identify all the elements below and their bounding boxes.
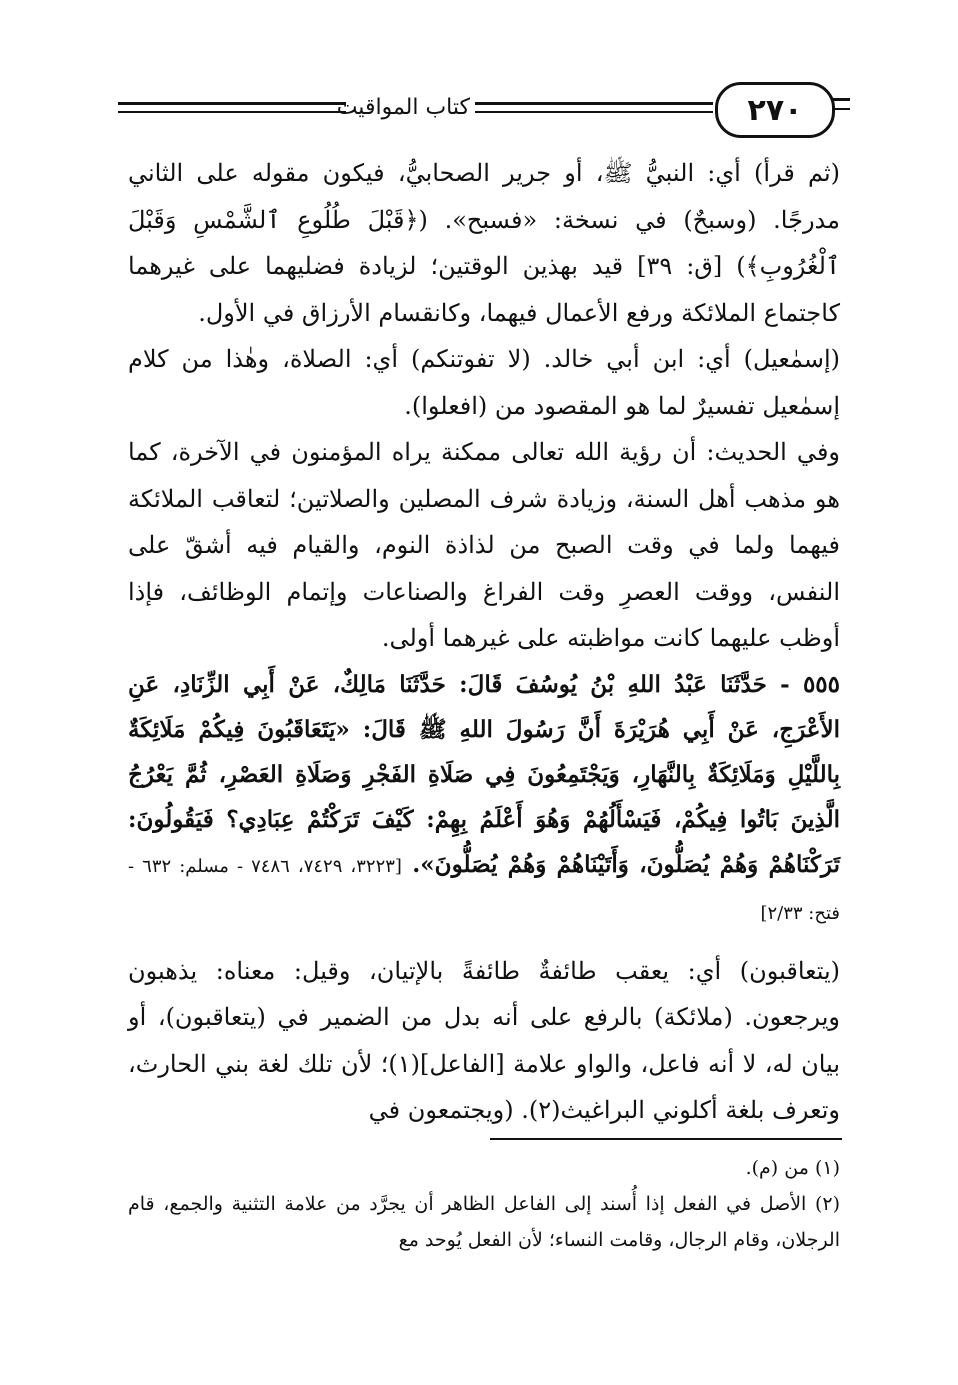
- paragraph: وفي الحديث: أن رؤية الله تعالى ممكنة يراه المؤمنون في الآخرة، كما هو مذهب أهل السنة، وزيادة شرف المصلين والصلاتين؛ لتعاقب الملائكة فيهما ولما في وقت الصبح من لذاذة النوم، والقيام فيه أشقّ على النفس، ووقت العصرِ وقت الفراغ والصناعات وإتمام الوظائف، فإذا أوظب عليهما كانت مواظبته على غيرهما أولى.: [128, 438, 841, 652]
- header-rule-middle-2: [475, 111, 713, 113]
- hadith-block: [128, 662, 840, 936]
- commentary-paragraph: (يتعاقبون) أي: يعقب طائفةٌ طائفةً بالإتيان، وقيل: معناه: يذهبون ويرجعون. (ملائكة) بالرفع على أنه بدل من الضمير في (يتعاقبون)، أو بيان له، لا أنه فاعل، والواو علامة [الفاعل](١)؛ لأن تلك لغة بني الحارث، وتعرف بلغة أكلوني البراغيث(٢). (ويجتمعون في: [128, 956, 840, 1124]
- hadith-text: ٥٥٥ - حَدَّثَنَا عَبْدُ اللهِ بْنُ يُوسُفَ قَالَ: حَدَّثَنَا مَالِكٌ، عَنْ أَبِي الزِّنَادِ، عَنِ الأَعْرَجِ، عَنْ أَبِي هُرَيْرَةَ أَنَّ رَسُولَ اللهِ ﷺ قَالَ: «يَتَعَاقَبُونَ فِيكُمْ مَلَائِكَةٌ بِاللَّيْلِ وَمَلَائِكَةٌ بِالنَّهَارِ، وَيَجْتَمِعُونَ فِي صَلَاةِ الفَجْرِ وَصَلَاةِ العَصْرِ، ثُمَّ يَعْرُجُ الَّذِينَ بَاتُوا فِيكُمْ، فَيَسْأَلُهُمْ وَهُوَ أَعْلَمُ بِهِمْ: كَيْفَ تَرَكْتُمْ عِبَادِي؟ فَيَقُولُونَ: تَرَكْنَاهُمْ وَهُمْ يُصَلُّونَ، وَأَتَيْنَاهُمْ وَهُمْ يُصَلُّونَ».: [128, 670, 841, 878]
- footnote: (٢) الأصل في الفعل إذا أُسند إلى الفاعل الظاهر أن يجرَّد من علامة التثنية والجمع، قام الرجلان، وقام الرجال، وقامت النساء؛ لأن الفعل يُوحد مع: [128, 1193, 840, 1251]
- page-number: ٢٧٠: [715, 82, 835, 138]
- footnote-divider: [490, 1138, 842, 1140]
- paragraph: (إسمٰعيل) أي: ابن أبي خالد. (لا تفوتنكم) أي: الصلاة، وهٰذا من كلام إسمٰعيل تفسيرٌ لما هو المقصود من (افعلوا).: [128, 345, 840, 420]
- main-text: [128, 150, 840, 1134]
- header-rule-left: [118, 102, 346, 105]
- footnote: (١) من (م).: [745, 1157, 840, 1179]
- page-header: [110, 78, 850, 144]
- paragraph: (ثم قرأ) أي: النبيُّ ﷺ، أو جرير الصحابيُّ، فيكون مقوله على الثاني مدرجًا. (وسبحٌ) في نسخة: «فسبح». (﴿قَبْلَ طُلُوعِ ٱلشَّمْسِ وَقَبْلَ ٱلْغُرُوبِ﴾) [ق: ٣٩] قيد بهذين الوقتين؛ لزيادة فضليهما على غيرهما كاجتماع الملائكة ورفع الأعمال فيهما، وكانقسام الأرزاق في الأول.: [128, 159, 841, 327]
- running-title: كتاب المواقيت: [336, 95, 470, 120]
- header-rule-middle: [475, 102, 713, 105]
- header-rule-left-2: [118, 111, 346, 113]
- footnotes: [128, 1150, 840, 1258]
- hadith-reference: [٣٢٢٣، ٧٤٢٩، ٧٤٨٦ - مسلم: ٦٣٢ - فتح: ٢/٣٣]: [128, 855, 840, 924]
